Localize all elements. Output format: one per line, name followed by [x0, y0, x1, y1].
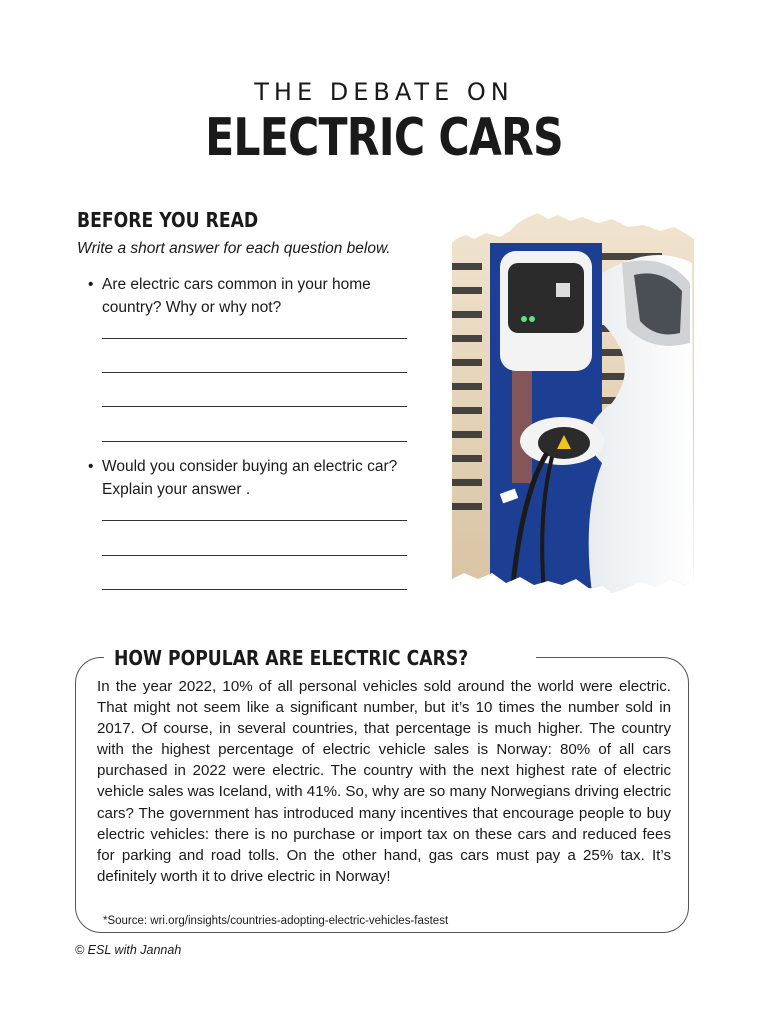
bullet-icon: •: [88, 276, 94, 293]
instructions: Write a short answer for each question below.: [77, 240, 391, 257]
before-you-read-heading: BEFORE YOU READ: [77, 208, 259, 232]
bullet-icon: •: [88, 458, 94, 475]
question-2: [88, 455, 428, 501]
answer-line[interactable]: [102, 555, 407, 556]
reading-paragraph: In the year 2022, 10% of all personal vehicles sold around the world were electric. That might not seem like a significant number, but it’s 10 times the number sold in 2017. Of course, in several countries, that percentage is much higher. The country with the highest percentage of electric vehicle sales is Norway: 80% of all cars purchased in 2022 were electric. The country with the next highest rate of electric vehicle sales was Iceland, with 41%. So, why are so many Norwegians driving electric cars? The government has introduced many incentives that encourage people to buy electric vehicles: there is no purchase or import tax on these cars and reduced fees for parking and road tolls. On the other hand, gas cars must pay a 25% tax. It’s definitely worth it to drive electric in Norway!: [97, 678, 671, 885]
title-kicker: THE DEBATE ON: [254, 78, 514, 106]
question-1: [88, 273, 428, 319]
answer-line[interactable]: [102, 406, 407, 407]
question-text: Are electric cars common in your home country? Why or why not?: [102, 276, 371, 316]
question-text: Would you consider buying an electric car? Explain your answer .: [102, 458, 398, 498]
answer-line[interactable]: [102, 589, 407, 590]
reading-heading-wrap: [104, 643, 536, 673]
page-title: ELECTRIC CARS: [205, 108, 563, 168]
answer-line[interactable]: [102, 338, 407, 339]
reading-heading: HOW POPULAR ARE ELECTRIC CARS?: [114, 646, 469, 670]
answer-line[interactable]: [102, 520, 407, 521]
source-note: *Source: wri.org/insights/countries-adopting-electric-vehicles-fastest: [103, 915, 449, 927]
ev-charger-photo: [452, 213, 694, 593]
answer-line[interactable]: [102, 441, 407, 442]
copyright: © ESL with Jannah: [75, 943, 182, 957]
answer-line[interactable]: [102, 372, 407, 373]
